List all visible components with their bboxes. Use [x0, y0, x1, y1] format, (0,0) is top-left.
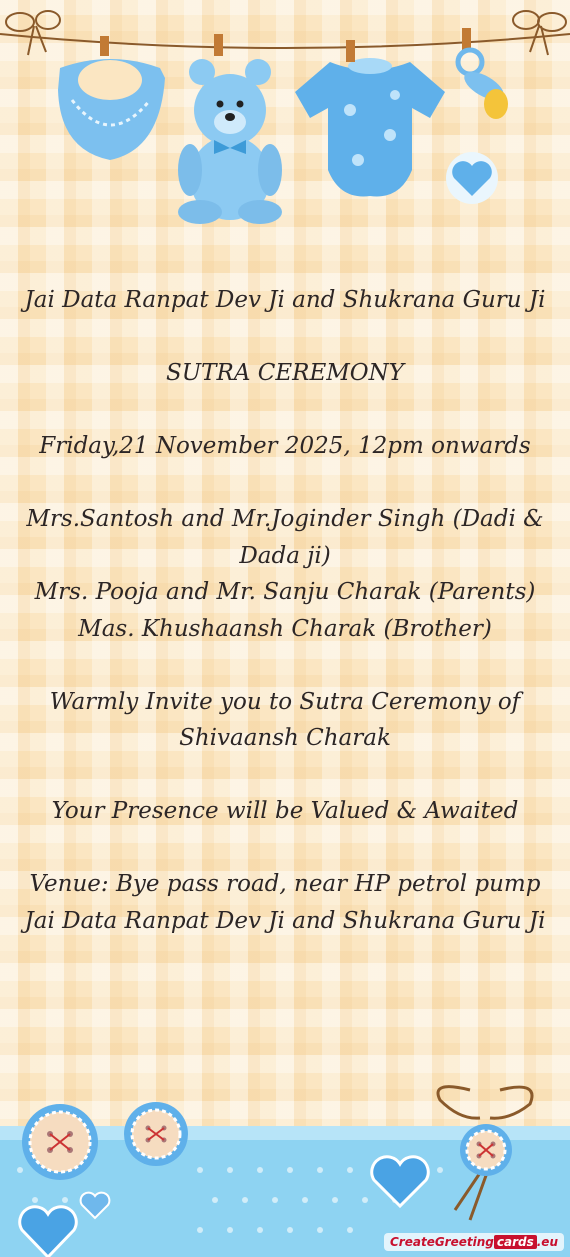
heart-icon — [446, 152, 498, 204]
host-brother: Mas. Khushaansh Charak (Brother) — [78, 615, 492, 642]
bow-left-icon — [6, 11, 60, 55]
teddy-bear-icon — [178, 34, 282, 224]
romper-icon — [295, 40, 445, 196]
watermark-suffix: .eu — [536, 1235, 558, 1249]
ceremony-title: SUTRA CEREMONY — [166, 360, 404, 386]
watermark-box: cards — [494, 1235, 537, 1249]
event-datetime: Friday,21 November 2025, 12pm onwards — [39, 433, 531, 459]
host-grandparents: Mrs.Santosh and Mr.Joginder Singh (Dadi & Dada ji) — [26, 506, 544, 569]
invitation-text — [20, 282, 550, 939]
watermark-prefix: CreateGreeting — [390, 1235, 494, 1249]
bow-right-icon — [513, 11, 566, 55]
closing-blessing-line: Jai Data Ranpat Dev Ji and Shukrana Guru Ji — [24, 907, 546, 934]
button-icon — [22, 1104, 98, 1180]
footer-decoration — [0, 1070, 570, 1257]
host-parents: Mrs. Pooja and Mr. Sanju Charak (Parents) — [34, 579, 536, 605]
clothesline-illustration — [0, 0, 570, 240]
presence-message: Your Presence will be Valued & Awaited — [51, 798, 519, 824]
bib-icon — [58, 36, 165, 160]
venue: Venue: Bye pass road, near HP petrol pump — [29, 871, 541, 897]
brand-watermark[interactable] — [384, 1233, 564, 1251]
blessing-line: Jai Data Ranpat Dev Ji and Shukrana Guru Ji — [24, 287, 546, 313]
button-icon — [124, 1102, 188, 1166]
invite-message: Warmly Invite you to Sutra Ceremony of Shivaansh Charak — [49, 688, 521, 751]
